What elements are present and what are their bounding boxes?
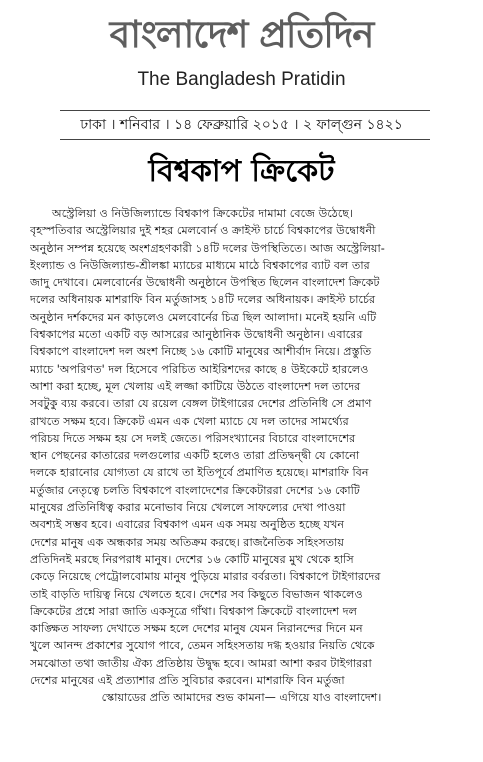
article-line: দলকে হারানোর যোগ্যতা যে রাখে তা ইতিপূর্বে প্রমাণিত হয়েছে। মাশরাফি বিন [30, 466, 369, 480]
article-line: বৃহস্পতিবার অস্ট্রেলিয়ার দুই শহর মেলবোর্ন ও ক্রাইস্ট চার্চে বিশ্বকাপের উদ্বোধনী [30, 224, 376, 238]
article-line: স্কোয়াডের প্রতি আমাদের শুভ কামনা— এগিয়ে যাও বাংলাদেশ। [101, 691, 382, 705]
masthead-title-english: The Bangladesh Pratidin [137, 69, 346, 90]
article-line: সবটুকু ব্যয় করবে। তারা যে রয়েল বেঙ্গল টাইগারের দেশের প্রতিনিধি সে প্রমাণ [30, 397, 372, 411]
article-line: মর্তুজার নেতৃত্বে চলতি বিশ্বকাপে বাংলাদেশের ক্রিকেটাররা দেশের ১৬ কোটি [30, 483, 360, 497]
article-line: দলের অধিনায়ক মাশরাফি বিন মর্তুজাসহ ১৪টি দলের অধিনায়ক। ক্রাইস্ট চার্চের [30, 293, 376, 307]
masthead [0, 6, 483, 133]
editorial-headline: বিশ্বকাপ ক্রিকেট [148, 154, 335, 189]
article-line: খুলে আনন্দ প্রকাশের সুযোগ পাবে, তেমন সহিংসতায় দগ্ধ হওয়ার নিয়তি থেকে [30, 639, 375, 653]
article-line: তাই বাড়তি দায়িত্ব নিয়ে খেলতে হবে। দেশের সব কিছুতে বিভাজন থাকলেও [30, 587, 363, 601]
article-line: পরিচয় দিতে সক্ষম হয় সে দলই জেতে। পরিসংখ্যানের বিচারে বাংলাদেশের [30, 431, 356, 445]
article-line: দেশের মানুষের এই প্রত্যাশার প্রতি সুবিচার করবেন। মাশরাফি বিন মর্তুজা [30, 674, 345, 688]
article-line: বিশ্বকাপের মতো একটি বড় আসরের আনুষ্ঠানিক উদ্বোধনী অনুষ্ঠান। এবারের [30, 328, 363, 342]
article-line: ইংল্যান্ড ও নিউজিল্যান্ড-শ্রীলঙ্কা ম্যাচের মাধ্যমে মাঠে বিশ্বকাপের ব্যাট বল তার [30, 258, 370, 272]
article-line: ক্রিকেটের প্রশ্নে সারা জাতি একসূত্রে গাঁথা। বিশ্বকাপ ক্রিকেটে বাংলাদেশ দল [30, 604, 357, 618]
article-line: জাদু দেখাবে। মেলবোর্নের উদ্বোধনী অনুষ্ঠানে উপস্থিত ছিলেন বাংলাদেশ ক্রিকেট [30, 276, 380, 290]
divider-top [60, 110, 430, 111]
article-line: কেড়ে নিয়েছে পেট্রোলবোমায় মানুষ পুড়িয়ে মারার বর্বরতা। বিশ্বকাপে টাইগারদের [30, 570, 381, 584]
article-line: মানুষের প্রতিনিধিত্ব করার মনোভাব নিয়ে খেললে সাফল্যের দেখা পাওয়া [30, 501, 346, 515]
article-line: অনুষ্ঠান সম্পন্ন হয়েছে অংশগ্রহণকারী ১৪টি দলের উপস্থিতিতে। আজ অস্ট্রেলিয়া- [30, 241, 385, 255]
article-line: দেশের মানুষ এক অন্ধকার সময় অতিক্রম করছে। রাজনৈতিক সহিংসতায় [30, 535, 344, 549]
divider-bottom [60, 139, 430, 140]
article-line: ম্যাচে 'অপরিণত' দল হিসেবে পরিচিত আইরিশদের কাছে ৪ উইকেটে হারলেও [30, 362, 369, 376]
masthead-title-bangla: বাংলাদেশ প্রতিদিন [109, 13, 374, 56]
article-line: অস্ট্রেলিয়া ও নিউজিল্যান্ডে বিশ্বকাপ ক্রিকেটের দামামা বেজে উঠেছে। [52, 207, 354, 220]
article-line: অবশ্যই সম্ভব হবে। এবারের বিশ্বকাপ এমন এক সময় অনুষ্ঠিত হচ্ছে যখন [30, 518, 345, 532]
dateline: ঢাকা । শনিবার । ১৪ ফেব্রুয়ারি ২০১৫ । ২ ফাল্গুন ১৪২১ [80, 117, 403, 133]
article-line: আশা করা হচ্ছে, মূল খেলায় এই লজ্জা কাটিয়ে উঠতে বাংলাদেশ দল তাদের [30, 379, 361, 393]
article-line: প্রতিদিনই মরছে নিরপরাধ মানুষ। দেশের ১৬ কোটি মানুষের মুখ থেকে হাসি [30, 552, 354, 566]
article-line: স্থান পেছনের কাতারের দলগুলোর একটি হলেও তারা প্রতিদ্বন্দ্বী যে কোনো [30, 449, 360, 463]
article-line: কাঙ্ক্ষিত সাফল্য দেখাতে সক্ষম হলে দেশের মানুষ যেমন নিরানন্দের দিনে মন [30, 622, 363, 636]
article-line: সমঝোতা তথা জাতীয় ঐক্য প্রতিষ্ঠায় উদ্বুদ্ধ হবে। আমরা আশা করব টাইগাররা [30, 656, 372, 670]
editorial-body [30, 205, 453, 755]
article-line: অনুষ্ঠান দর্শকদের মন কাড়লেও মেলবোর্নের চিত্র ছিল আলাদা। মনেই হয়নি এটি [30, 310, 377, 324]
article-line: রাখতে সক্ষম হবে। ক্রিকেট এমন এক খেলা ম্যাচে যে দল তাদের সামর্থ্যের [30, 414, 349, 428]
article-line: বিশ্বকাপে বাংলাদেশ দল অংশ নিচ্ছে ১৬ কোটি মানুষের আশীর্বাদ নিয়ে। প্রস্তুতি [30, 345, 372, 359]
